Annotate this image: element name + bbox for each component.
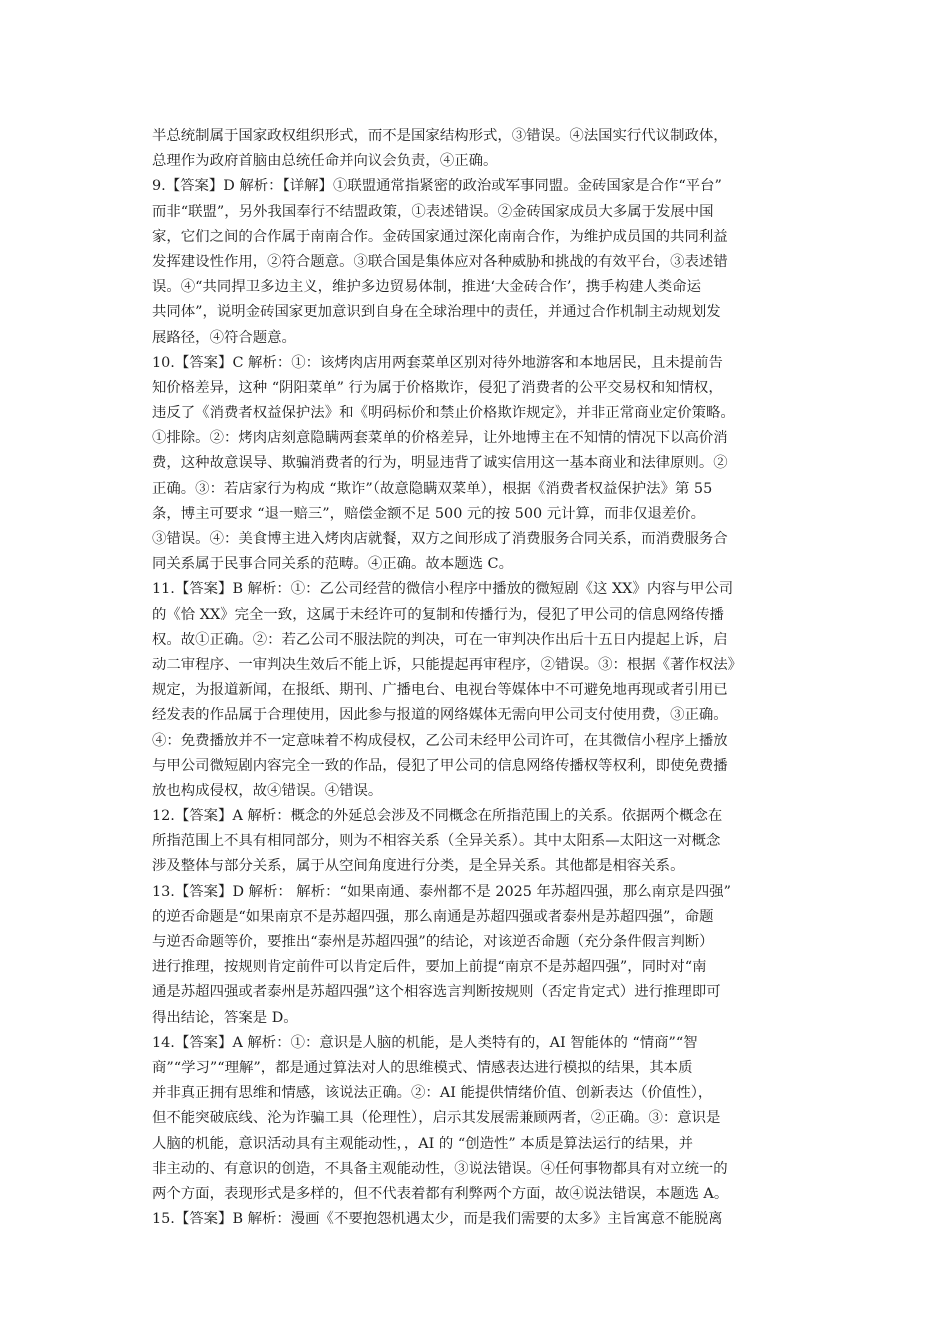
text-line: 同关系属于民事合同关系的范畴。④正确。故本题选 C。 [152,556,513,573]
text-line: 而非“联盟”，另外我国奉行不结盟政策，①表述错误。②金砖国家成员大多属于发展中国 [152,203,714,220]
text-line: 正确。③：若店家行为构成 “欺诈”（故意隐瞒双菜单），根据《消费者权益保护法》第 55 [152,480,713,497]
text-line: 共同体”，说明金砖国家更加意识到自身在全球治理中的责任，并通过合作机制主动规划发 [152,304,721,321]
text-line: 并非真正拥有思维和情感，该说法正确。②：AI 能提供情绪价值、创新表达（价值性）， [152,1085,713,1102]
text-line: 与甲公司微短剧内容完全一致的作品，侵犯了甲公司的信息网络传播权等权利，即使免费播 [152,757,728,774]
text-line: 条，博主可要求 “退一赔三”，赔偿金额不足 500 元的按 500 元计算，而非仅退差价。 [152,505,706,522]
text-line: 家，它们之间的合作属于南南合作。金砖国家通过深化南南合作，为维护成员国的共同利益 [152,228,728,245]
text-line: ①排除。②：烤肉店刻意隐瞒两套菜单的价格差异，让外地博主在不知情的情况下以高价消 [152,430,728,447]
text-line: 总理作为政府首脑由总统任命并向议会负责，④正确。 [152,153,498,170]
text-line: 12.【答案】A 解析：概念的外延总会涉及不同概念在所指范围上的关系。依据两个概念在 [152,808,723,825]
text-line: 10.【答案】C 解析：①：该烤肉店用两套菜单区别对待外地游客和本地居民，且未提前告 [152,354,723,371]
text-line: 动二审程序、一审判决生效后不能上诉，只能提起再审程序，②错误。③：根据《著作权法》 [152,656,743,673]
text-line: 与逆否命题等价，要推出“泰州是苏超四强”的结论，对该逆否命题（充分条件假言判断） [152,934,714,950]
answer-explanations-text [152,124,800,1232]
text-line: 13.【答案】D 解析： 解析：“如果南通、泰州都不是 2025 年苏超四强，那么南京是四强” [152,883,731,900]
text-line: 展路径，④符合题意。 [152,329,296,346]
text-line: 的《恰 XX》完全一致，这属于未经许可的复制和传播行为，侵犯了甲公司的信息网络传播 [152,606,724,623]
text-line: 放也构成侵权，故④错误。④错误。 [152,782,383,799]
text-line: 15.【答案】B 解析：漫画《不要抱怨机遇太少，而是我们需要的太多》主旨寓意不能脱离 [152,1211,723,1228]
text-line: 两个方面，表现形式是多样的，但不代表着都有利弊两个方面，故④说法错误，本题选 A。 [152,1185,729,1202]
text-line: 商”“学习”“理解”，都是通过算法对人的思维模式、情感表达进行模拟的结果，其本质 [152,1059,693,1076]
text-line: 所指范围上不具有相同部分，则为不相容关系（全异关系）。其中太阳系—太阳这一对概念 [152,833,721,850]
text-line: 违反了《消费者权益保护法》和《明码标价和禁止价格欺诈规定》，并非正常商业定价策略。 [152,405,735,422]
text-line: 权。故①正确。②：若乙公司不服法院的判决，可在一审判决作出后十五日内提起上诉，启 [152,631,728,648]
text-line: 规定，为报道新闻，在报纸、期刊、广播电台、电视台等媒体中不可避免地再现或者引用已 [152,682,728,699]
text-line: ③错误。④：美食博主进入烤肉店就餐，双方之间形成了消费服务合同关系，而消费服务合 [152,531,728,547]
text-line: 进行推理，按规则肯定前件可以肯定后件，要加上前提“南京不是苏超四强”，同时对“南 [152,959,707,976]
text-line: 费，这种故意误导、欺骗消费者的行为，明显违背了诚实信用这一基本商业和法律原则。② [152,455,728,472]
text-line: 非主动的、有意识的创造，不具备主观能动性，③说法错误。④任何事物都具有对立统一的 [152,1160,728,1177]
text-line: 11.【答案】B 解析：①：乙公司经营的微信小程序中播放的微短剧《这 XX》内容与甲公司 [152,581,734,598]
text-line: 误。④“共同捍卫多边主义，维护多边贸易体制，推进‘大金砖合作’，携手构建人类命运 [152,279,701,296]
text-line: 14.【答案】A 解析：①：意识是人脑的机能，是人类特有的，AI 智能体的 “情商”“智 [152,1034,698,1051]
text-line: 通是苏超四强或者泰州是苏超四强”这个相容选言判断按规则（否定肯定式）进行推理即可 [152,984,721,1001]
text-line: 9.【答案】D 解析：【详解】①联盟通常指紧密的政治或军事同盟。金砖国家是合作“平台” [152,178,722,195]
text-line: 发挥建设性作用，②符合题意。③联合国是集体应对各种威胁和挑战的有效平台，③表述错 [152,253,728,270]
text-line: 半总统制属于国家政权组织形式，而不是国家结构形式，③错误。④法国实行代议制政体， [152,128,728,144]
text-line: 涉及整体与部分关系，属于从空间角度进行分类，是全异关系。其他都是相容关系。 [152,858,685,875]
text-line: 得出结论，答案是 D。 [152,1009,298,1026]
text-line: 经发表的作品属于合理使用，因此参与报道的网络媒体无需向甲公司支付使用费，③正确。 [152,707,728,724]
text-line: 但不能突破底线、沦为诈骗工具（伦理性），启示其发展需兼顾两者，②正确。③：意识是 [152,1110,721,1127]
text-line: 人脑的机能，意识活动具有主观能动性，，AI 的 “创造性” 本质是算法运行的结果，并 [152,1135,693,1152]
text-line: ④：免费播放并不一定意味着不构成侵权，乙公司未经甲公司许可，在其微信小程序上播放 [152,732,728,749]
text-line: 的逆否命题是“如果南京不是苏超四强，那么南通是苏超四强或者泰州是苏超四强”，命题 [152,908,714,925]
text-line: 知价格差异，这种 “阴阳菜单” 行为属于价格欺诈，侵犯了消费者的公平交易权和知情权， [152,379,723,396]
